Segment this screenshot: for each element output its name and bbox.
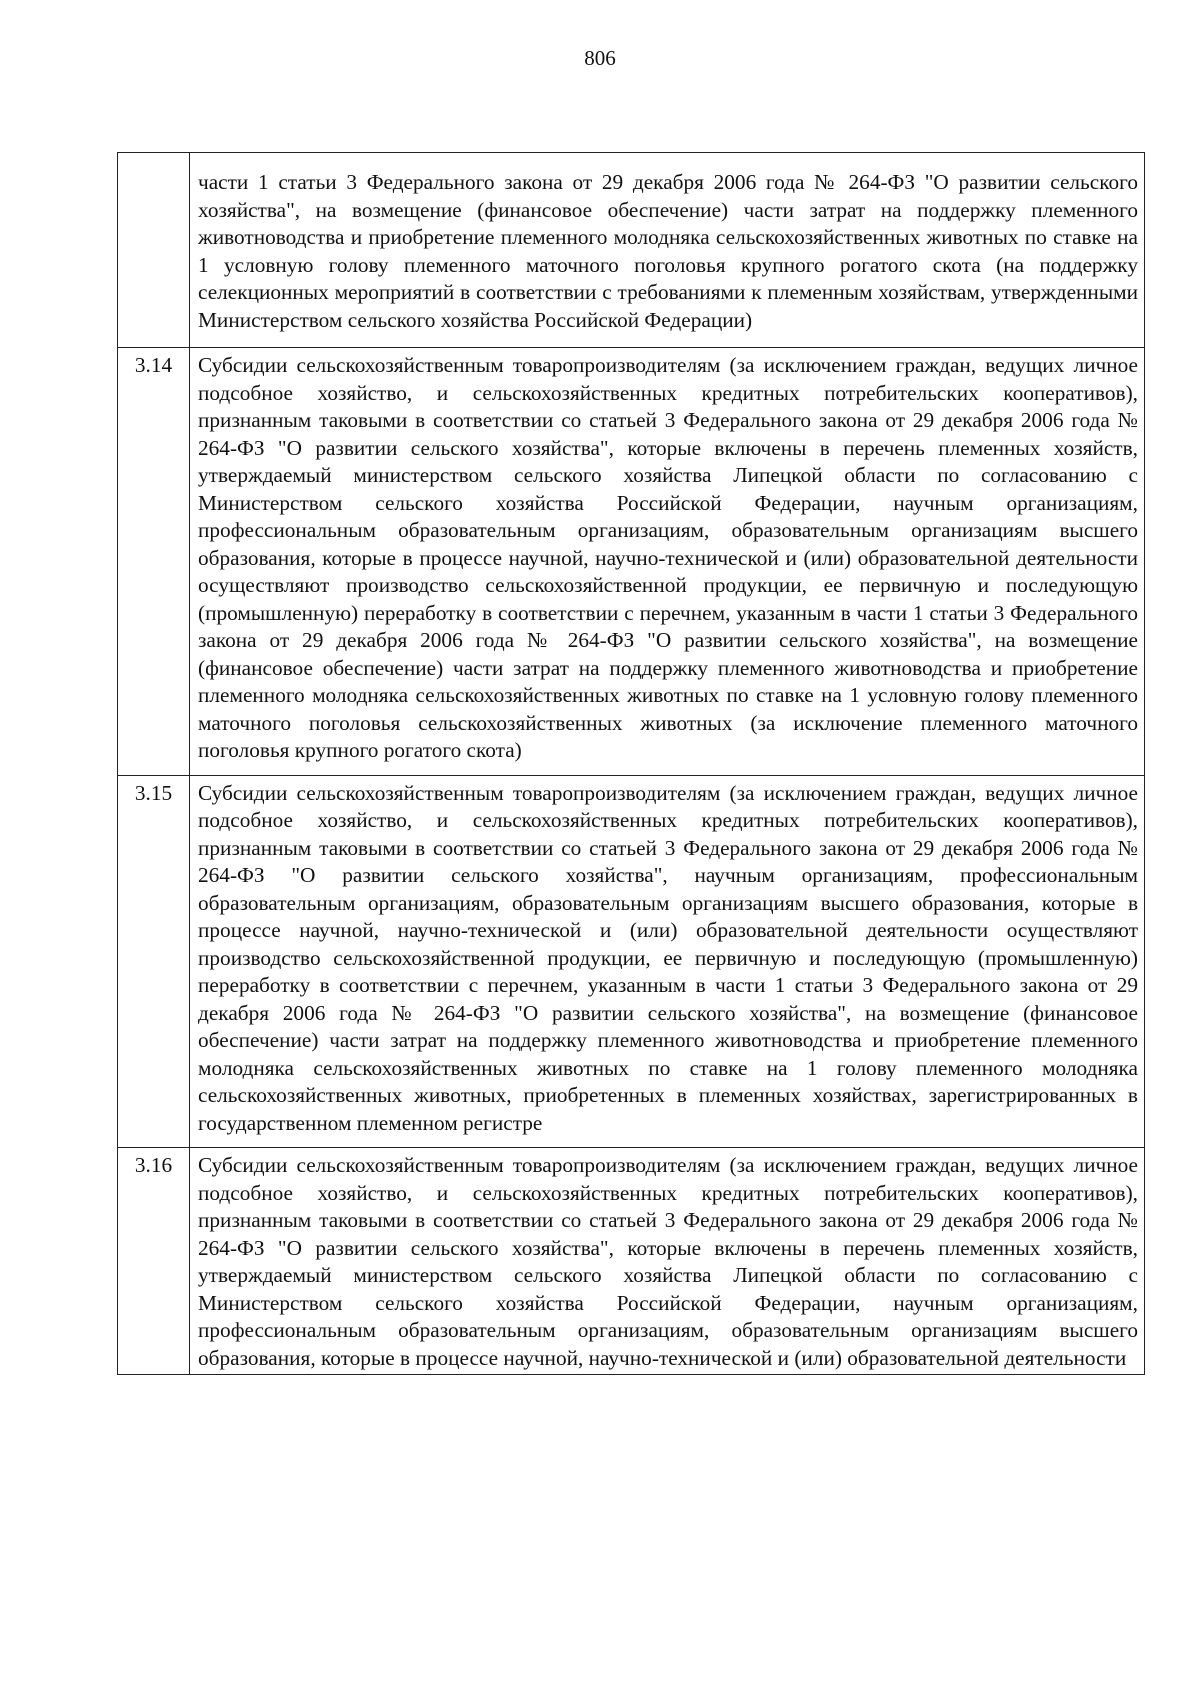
row-text: части 1 статьи 3 Федерального закона от 29 декабря 2006 года № 264-ФЗ "О развитии сельского хозяйства", на возмещение (финансовое обеспечение) части затрат на поддержку племенного животноводства и приобретение племенного молодняка сельскохозяйственных животных по ставке на 1 условную голову племенного маточного поголовья крупного рогатого скота (на поддержку селекционных мероприятий в соответствии с требованиями к племенным хозяйствам, утвержденными Министерством сельского хозяйства Российской Федерации) <box>190 153 1145 348</box>
table-row <box>118 153 1145 348</box>
row-text: Субсидии сельскохозяйственным товаропроизводителям (за исключением граждан, ведущих личное подсобное хозяйство, и сельскохозяйственных кредитных потребительских кооперативов), признанным таковыми в соответствии со статьей 3 Федерального закона от 29 декабря 2006 года № 264-ФЗ "О развитии сельского хозяйства", которые включены в перечень племенных хозяйств, утверждаемый министерством сельского хозяйства Липецкой области по согласованию с Министерством сельского хозяйства Российской Федерации, научным организациям, профессиональным образовательным организациям, образовательным организациям высшего образования, которые в процессе научной, научно-технической и (или) образовательной деятельности <box>190 1148 1145 1375</box>
row-number: 3.14 <box>118 348 190 776</box>
table-row <box>118 1148 1145 1375</box>
row-number <box>118 153 190 348</box>
row-number: 3.16 <box>118 1148 190 1375</box>
table-row <box>118 348 1145 776</box>
page-number: 806 <box>584 46 616 70</box>
row-text: Субсидии сельскохозяйственным товаропроизводителям (за исключением граждан, ведущих личное подсобное хозяйство, и сельскохозяйственных кредитных потребительских кооперативов), признанным таковыми в соответствии со статьей 3 Федерального закона от 29 декабря 2006 года № 264-ФЗ "О развитии сельского хозяйства", которые включены в перечень племенных хозяйств, утверждаемый министерством сельского хозяйства Липецкой области по согласованию с Министерством сельского хозяйства Российской Федерации, научным организациям, профессиональным образовательным организациям, образовательным организациям высшего образования, которые в процессе научной, научно-технической и (или) образовательной деятельности осуществляют производство сельскохозяйственной продукции, ее первичную и последующую (промышленную) переработку в соответствии с перечнем, указанным в части 1 статьи 3 Федерального закона от 29 декабря 2006 года № 264-ФЗ "О развитии сельского хозяйства", на возмещение (финансовое обеспечение) части затрат на поддержку племенного животноводства и приобретение племенного молодняка сельскохозяйственных животных по ставке на 1 условную голову племенного маточного поголовья сельскохозяйственных животных (за исключение племенного маточного поголовья крупного рогатого скота) <box>190 348 1145 776</box>
subsidy-table <box>117 152 1145 1375</box>
row-text: Субсидии сельскохозяйственным товаропроизводителям (за исключением граждан, ведущих личное подсобное хозяйство, и сельскохозяйственных кредитных потребительских кооперативов), признанным таковыми в соответствии со статьей 3 Федерального закона от 29 декабря 2006 года № 264-ФЗ "О развитии сельского хозяйства", научным организациям, профессиональным образовательным организациям, образовательным организациям высшего образования, которые в процессе научной, научно-технической и (или) образовательной деятельности осуществляют производство сельскохозяйственной продукции, ее первичную и последующую (промышленную) переработку в соответствии с перечнем, указанным в части 1 статьи 3 Федерального закона от 29 декабря 2006 года № 264-ФЗ "О развитии сельского хозяйства", на возмещение (финансовое обеспечение) части затрат на поддержку племенного животноводства и приобретение племенного молодняка сельскохозяйственных животных по ставке на 1 голову племенного молодняка сельскохозяйственных животных, приобретенных в племенных хозяйствах, зарегистрированных в государственном племенном регистре <box>190 775 1145 1148</box>
table-row <box>118 775 1145 1148</box>
row-number: 3.15 <box>118 775 190 1148</box>
